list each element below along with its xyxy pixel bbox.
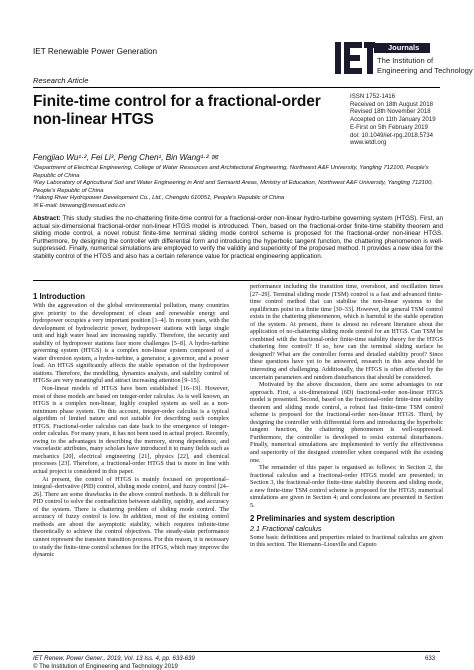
logo-line-2: Engineering and Technology [377, 66, 473, 75]
journals-tag: Journals [374, 43, 430, 53]
logo-line-1: The Institution of [377, 56, 434, 65]
affiliations [33, 165, 443, 211]
article-type: Research Article [33, 76, 89, 85]
revised-date: Revised 18th November 2018 [350, 108, 431, 116]
affiliation-1: ¹Department of Electrical Engineering, College of Water Resources and Architectural Engineering, Northwest A&F University, Yangling 712100, People's Republic of China [33, 165, 429, 179]
abstract-text: This study studies the no-chattering finite-time control for a fractional-order non-linear hydro-turbine governing system (HTGS). First, an actual six-dimensional fractional-order non-linear HTGS model is introduced. Then, based on the fractional-order finite-time stability theorem and sliding mode control, a novel robust finite-time terminal sliding mode control scheme is proposed for the fractional-order non-linear HTGS. Furthermore, by designing the controller with differential form and introducing the hyperbolic tangent function, the chattering phenomenon is well-suppressed. Finally, numerical simulations are employed to verify the validity and superiority of the proposed method. It provides a new idea for the stability control of the HTGS and also has a certain reference value for practical engineering application. [33, 215, 443, 260]
website-link[interactable]: www.ietdl.org [350, 139, 387, 147]
issn: ISSN 1752-1416 [350, 93, 396, 100]
footer-citation: IET Renew. Power Gener., 2019, Vol. 13 Iss. 4, pp. 633-639 [33, 655, 195, 662]
accepted-date: Accepted on 11th January 2019 [350, 116, 436, 124]
iet-logo-mark-icon [335, 40, 375, 76]
article-meta [350, 93, 460, 147]
efirst-date: E-First on 5th February 2019 [350, 123, 428, 131]
top-rule [33, 87, 440, 88]
section-heading-introduction: 1 Introduction [33, 292, 85, 301]
doi[interactable]: doi: 10.1049/iet-rpg.2018.5734 [350, 131, 434, 139]
abstract-rule [33, 280, 440, 281]
affiliation-3: ³Yalong River Hydropower Development Co., Ltd., Chengdu 610051, People's Republic of China [33, 195, 285, 202]
intro-paragraph-2: Non-linear models of HTGS have been established [16–19]. However, most of these models are based on integer-order calculus. As is well known, an HTGS is a complex non-linear, highly coupled system as well as a non-minimum phase system. On this account, integer-order calculus is a typical algorithm of limited nature and not suitable for describing such complex HTGS. Fractional-order calculus can date back to the emergence of integer-order calculus. For many years, it has not been used in actual project. Recently, owing to the advantages in describing the memory, strong dependence, and viscoelastic attributes, many scholars have introduced it to many fields such as mechanics [20], electrical engineering [21], physics [22], and chemical processes [23]. Therefore, a fractional-order HTGS that is more in line with actual project is considered in this paper. [33, 385, 229, 476]
footer-copyright: © The Institution of Engineering and Technology 2019 [33, 662, 178, 670]
author-list: Fengjiao Wu¹·², Fei Li³, Peng Chen¹, Bin Wang¹·² ✉ [33, 153, 218, 162]
intro-paragraph-5: Motivated by the above discussion, there are some advantages to our approach. First, a six-dimensional (6D) fractional-order non-linear HTGS model is presented. Second, based on the fractional-order finite-time stability theorem and sliding mode control, a robust fast finite-time TSM control scheme is proposed for the fractional-order non-linear HTGS. Third, by designing the controller with differential form and introducing the hyperbolic tangent function, the chattering phenomenon is well-suppressed. Furthermore, the controller is developed to resist external disturbances. Finally, numerical simulations are implemented to verify the effectiveness and superiority of the designed controller when compared with the existing one. [250, 381, 443, 464]
preliminaries-paragraph-1: Some basic definitions and properties related to fractional calculus are given in this section. The Riemann–Liouville and Caputo [250, 533, 443, 549]
footer-rule [33, 651, 440, 652]
right-column [250, 283, 443, 549]
intro-paragraph-3: At present, the control of HTGS is mainly focused on proportional–integral–derivative (PID) control, sliding mode control, and fuzzy control [24–26]. There are some drawbacks in the above control methods. It is difficult for PID control to solve the contradiction between stability, rapidity, and accuracy of the system. There is chattering problem of sliding mode control. The accuracy of fuzzy control is low. In addition, most of the existing control methods are about the asymptotic stability, which requires infinite-time theoretically to achieve the control objectives. The steady-state performance cannot represent the transient transition process. For this reason, it is necessary to study the finite-time control schemes for the HTGS, which may improve the dynamic [33, 475, 229, 559]
abstract-label: Abstract: [33, 215, 61, 222]
intro-paragraph-6: The remainder of this paper is organised as follows: in Section 2, the fractional calculus and a fractional-order HTGS model are presented; in Section 3, the fractional-order finite-time stability theorem and sliding mode, a new finite-time TSM control scheme is proposed for the HTGS; numerical simulations are given in Section 4; and conclusions are presented in Section 5. [250, 464, 443, 509]
corresponding-email[interactable]: ✉ E-mail: binwang@nwsuaf.edu.cn [33, 202, 126, 209]
intro-paragraph-1: With the aggravation of the global environmental pollution, many countries give priority to the development of clean and renewable energy and hydropower occupies a very important position [1–4]. In recent years, with the development of hydroelectric power, hydropower stations with large single unit and high water head are increasing rapidly. Therefore, the security and stability of hydropower stations face more challenges [5–8]. A hydro-turbine governing system (HTGS) is a complex non-linear system composed of a water diversion system, a hydro-turbine, a generator, a governor, and a power load. An HTGS significantly affects the stable operation of the hydropower stations. Therefore, the modelling, dynamics analysis, and stability control of HTGSs are very meaningful and attract increasing attention [9–15]. [33, 302, 229, 385]
page-number: 633 [425, 655, 436, 662]
left-column [33, 302, 229, 559]
intro-paragraph-4: performance including the transition time, overshoot, and oscillation times [27–29]. Terminal sliding mode (TSM) control is a fast and advanced finite-time control method that can stabilise the non-linear systems to the equilibrium point in a finite time [30–33]. However, the general TSM control exists in the chattering phenomenon, which is harmful to the stable operation of the system. At present, there is almost no relevant literature about the application of no-chattering sliding mode control for an HTGS. Can TSM be combined with the fractional-order finite-time stability theory for the HTGS chattering free control? If so, how can the terminal sliding surface be designed? What are the controller forms and detailed stability proof? Since these questions have yet to be answered, research in this area should be interesting and challenging. Additionally, the HTGS is often affected by the uncertain parameters and random disturbances that should be considered. [250, 283, 443, 381]
journal-name: IET Renewable Power Generation [33, 47, 158, 56]
subsection-heading-fractional-calculus: 2.1 Fractional calculus [250, 523, 322, 533]
section-heading-preliminaries: 2 Preliminaries and system description [250, 514, 395, 524]
abstract [33, 215, 443, 261]
received-date: Received on 18th August 2018 [350, 100, 434, 108]
iet-logo [335, 40, 473, 84]
paper-title: Finite-time control for a fractional-order non-linear HTGS [33, 93, 321, 128]
footer-citation-block [33, 655, 195, 670]
affiliation-2: ²Key Laboratory of Agricultural Soil and Water Engineering in Arid and Semiarid Areas, Ministry of Education, Northwest A&F University, Yangling 712100, People's Republic of China [33, 180, 433, 194]
